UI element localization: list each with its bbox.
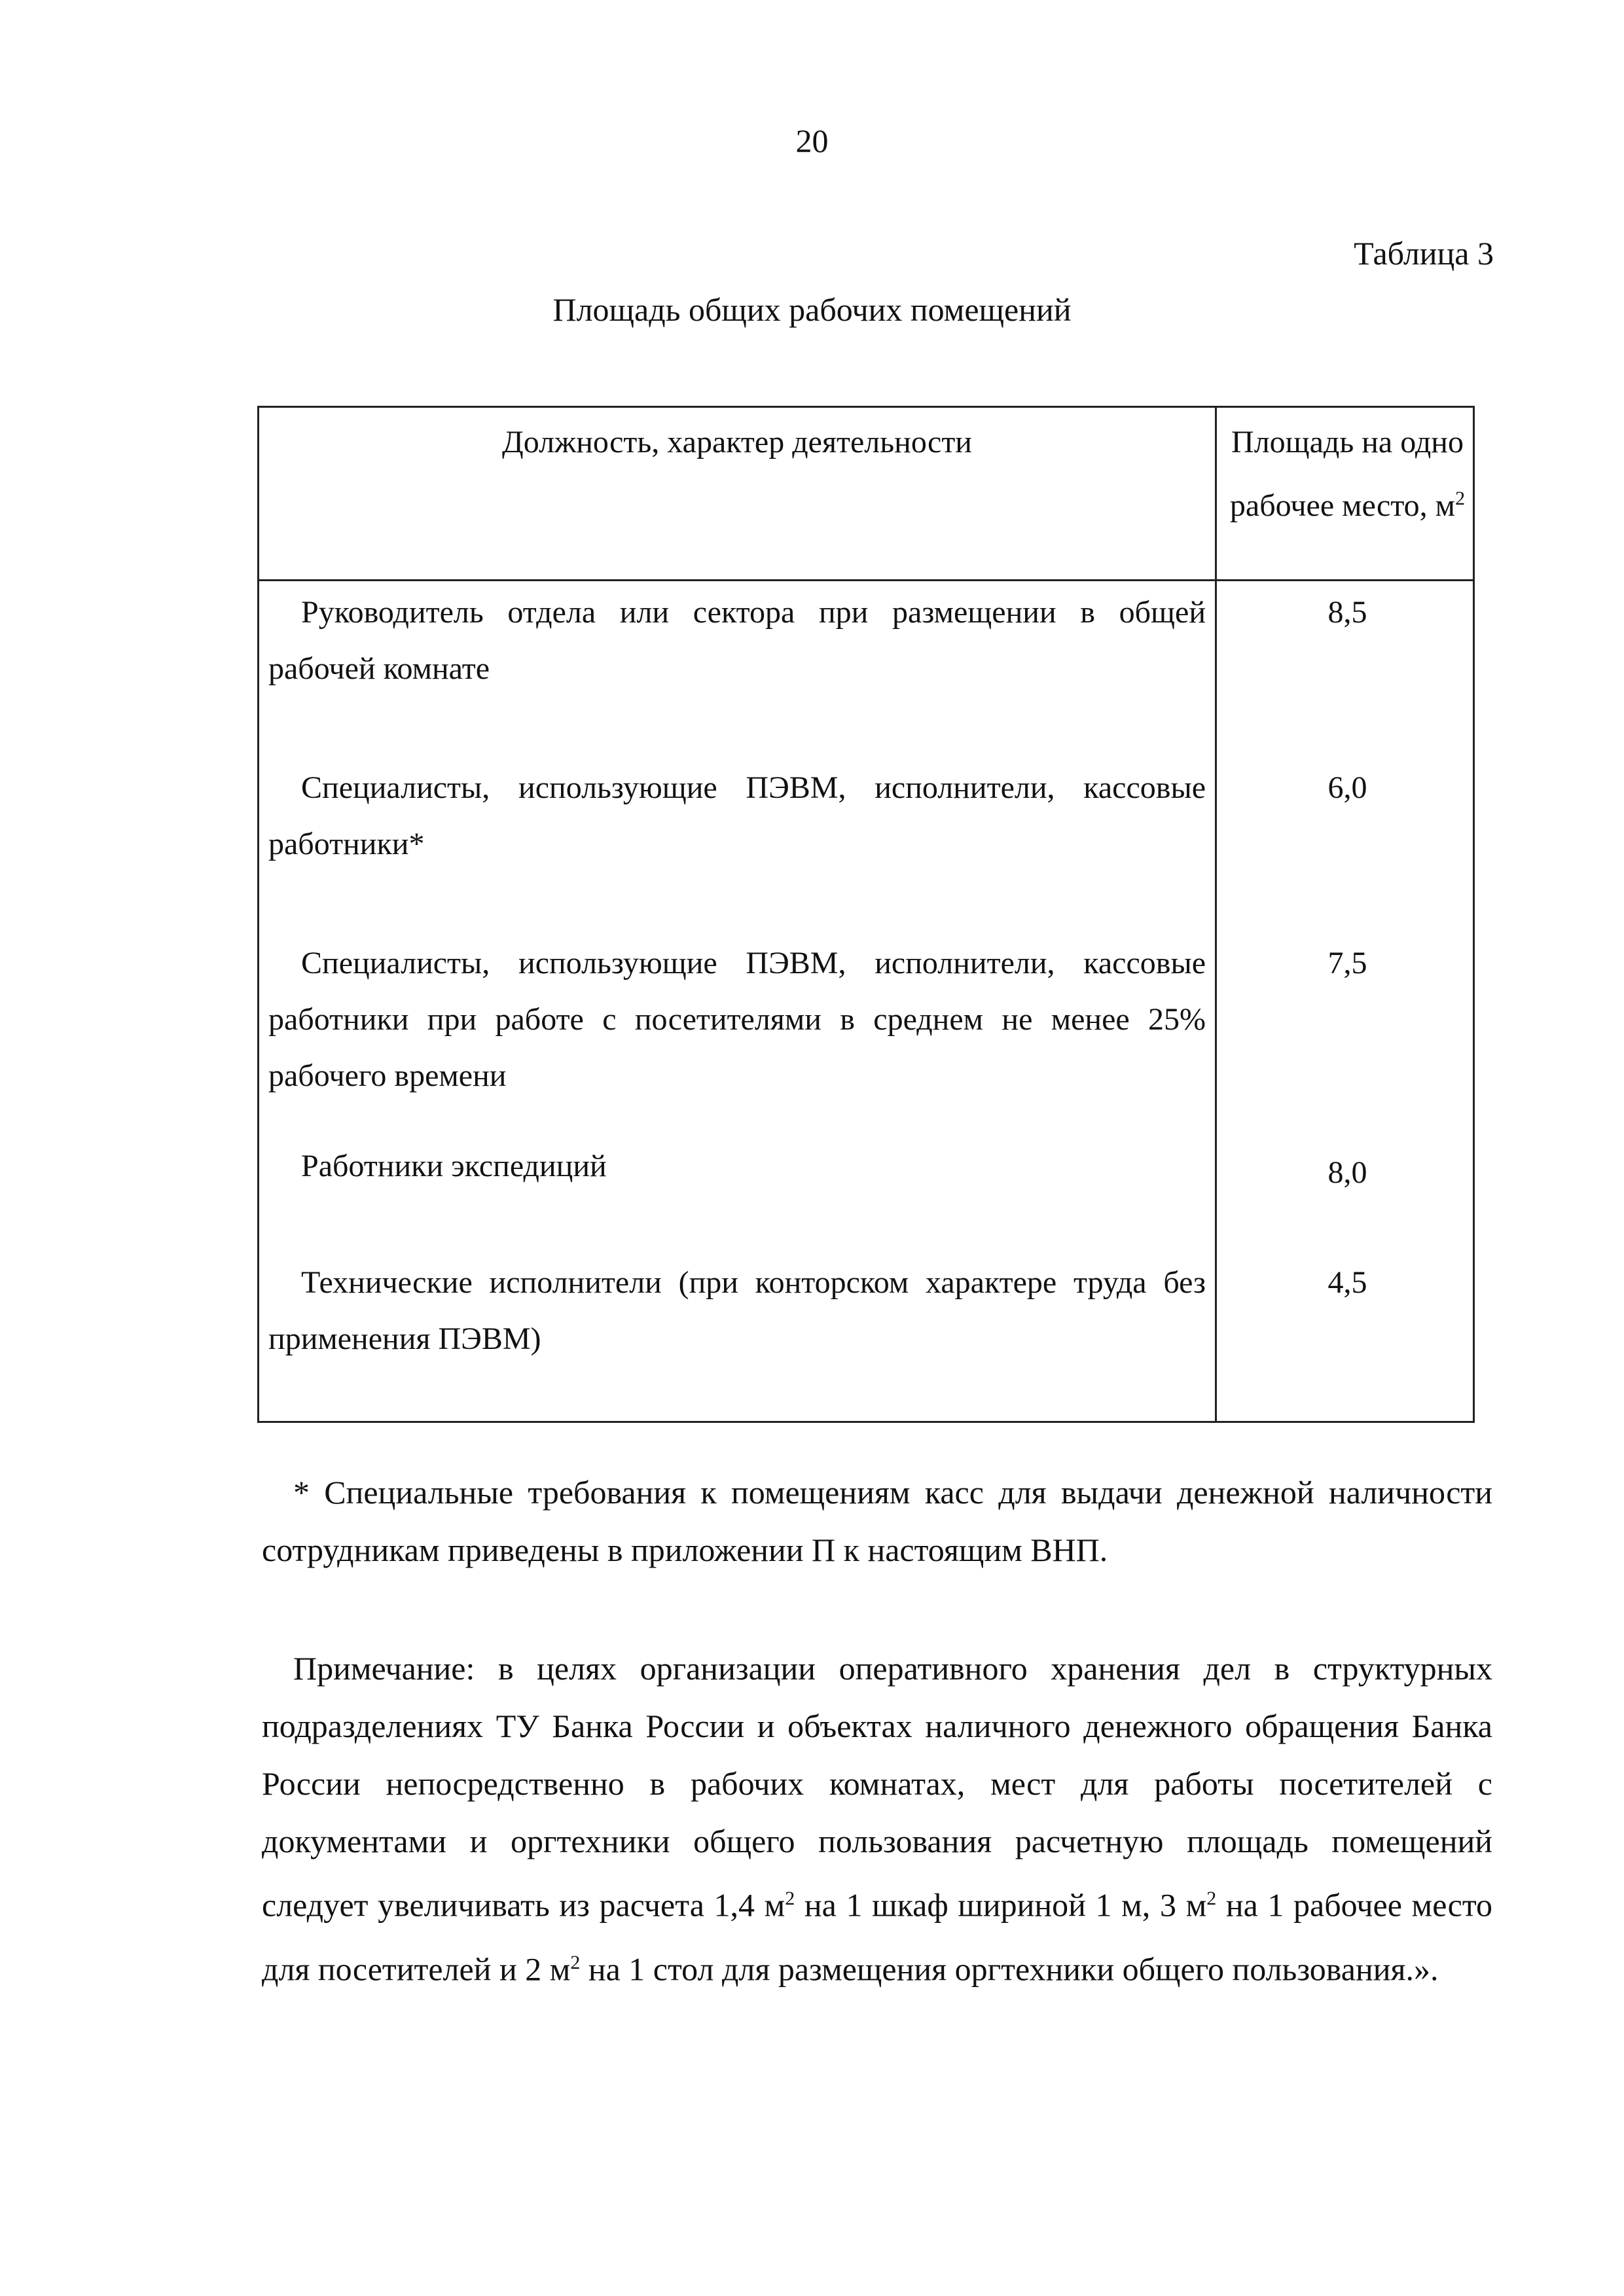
table-row-value: 8,5 xyxy=(1327,595,1367,630)
note-text-3: на 1 рабочее место для посетителей и 2 м xyxy=(262,1886,1493,1988)
column-divider xyxy=(1215,408,1217,1421)
header-area-line1: Площадь на одно xyxy=(1231,425,1464,459)
header-divider xyxy=(259,579,1473,581)
table-title: Площадь общих рабочих помещений xyxy=(552,291,1072,328)
area-table xyxy=(257,406,1475,1423)
table-row-value: 6,0 xyxy=(1327,770,1367,805)
note-text-1: Примечание: в целях организации оперативного хранения дел в структурных подразделениях ТУ Банка России и объектах наличного денежного обращения Банка России непосредственно в рабочих комнатах, мест для работы посетителей с документами и оргтехники общего пользования расчетную площадь помещений следует увеличивать из расчета 1,4 м xyxy=(262,1650,1492,1924)
table-row-value: 4,5 xyxy=(1327,1265,1367,1300)
header-area-unit: рабочее место, м xyxy=(1229,488,1456,523)
table-row-desc: Работники экспедиций xyxy=(301,1149,607,1183)
note-paragraph xyxy=(262,1640,1492,1998)
table-row-desc: Технические исполнители (при конторском характере труда без применения ПЭВМ) xyxy=(268,1265,1206,1356)
header-area-line2 xyxy=(1221,471,1473,534)
page-number: 20 xyxy=(795,122,829,159)
table-row-desc: Специалисты, использующие ПЭВМ, исполнители, кассовые работники при работе с посетителями в среднем не менее 25% рабочего времени xyxy=(268,946,1206,1093)
note-sup-3: 2 xyxy=(570,1951,581,1973)
table-number: Таблица 3 xyxy=(1354,235,1494,272)
table-row-value: 8,0 xyxy=(1327,1155,1367,1190)
table-row-value: 7,5 xyxy=(1327,946,1367,980)
note-text-2: на 1 шкаф шириной 1 м, 3 м xyxy=(795,1886,1207,1924)
table-row-desc: Специалисты, использующие ПЭВМ, исполнители, кассовые работники* xyxy=(268,770,1206,861)
footnote: * Специальные требования к помещениям касс для выдачи денежной наличности сотрудникам приведены в приложении П к настоящим ВНП. xyxy=(262,1474,1492,1568)
note-sup-1: 2 xyxy=(785,1888,795,1909)
header-area xyxy=(1221,414,1473,534)
note-text-4: на 1 стол для размещения оргтехники общего пользования.». xyxy=(580,1950,1439,1988)
table-row-desc: Руководитель отдела или сектора при размещении в общей рабочей комнате xyxy=(268,595,1206,686)
header-position: Должность, характер деятельности xyxy=(501,425,972,459)
header-area-sup: 2 xyxy=(1455,488,1466,509)
note-sup-2: 2 xyxy=(1206,1888,1217,1909)
